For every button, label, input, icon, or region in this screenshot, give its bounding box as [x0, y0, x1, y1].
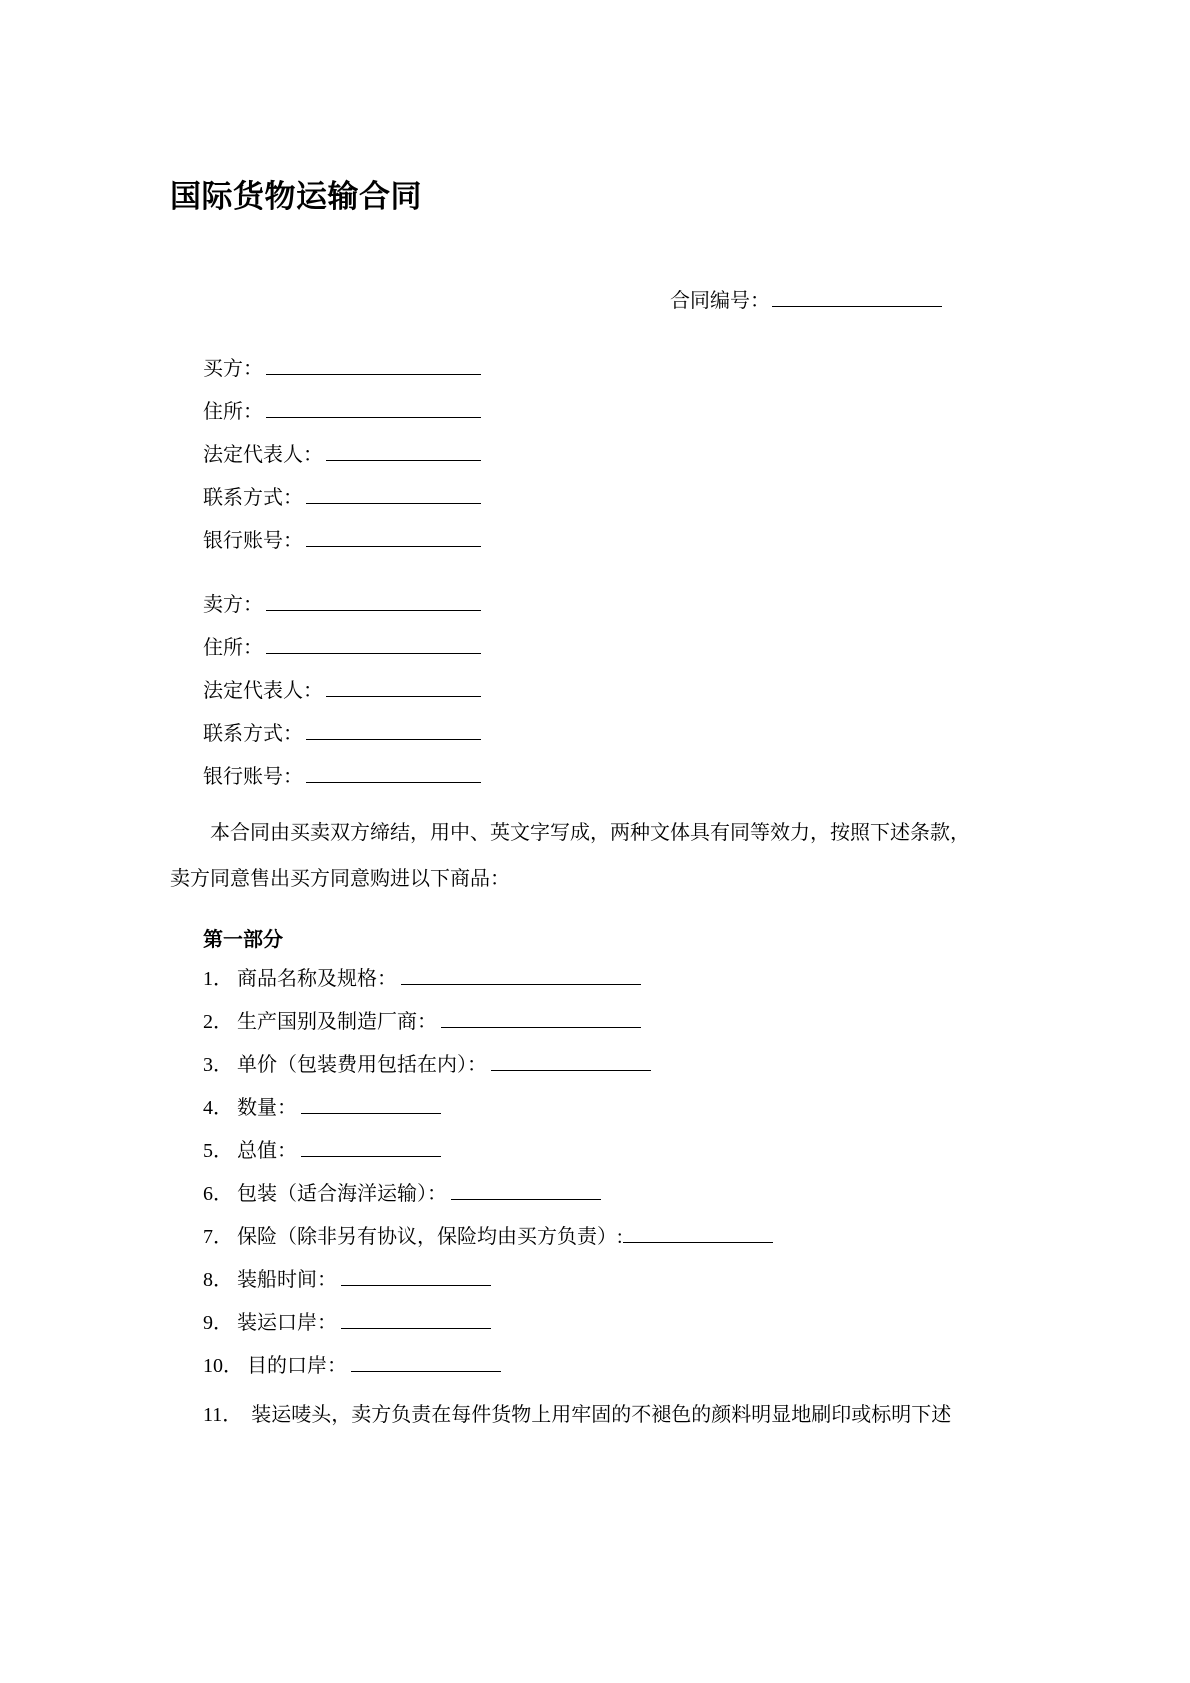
clause-number: 3．	[203, 1054, 233, 1076]
field-blank[interactable]	[266, 353, 481, 375]
clause-number: 4．	[203, 1097, 233, 1119]
clause-blank[interactable]	[301, 1092, 441, 1114]
field-label: 住所：	[203, 401, 263, 423]
field-label: 卖方：	[203, 594, 263, 616]
buyer-field-bank-account	[203, 524, 481, 567]
seller-field-name	[203, 588, 481, 631]
clause-blank[interactable]	[351, 1350, 501, 1372]
clause-blank[interactable]	[491, 1049, 651, 1071]
clause-number: 10．	[203, 1355, 243, 1377]
field-label: 法定代表人：	[203, 680, 323, 702]
clause-label: 装运唛头，卖方负责在每件货物上用牢固的不褪色的颜料明显地刷印或标明下述	[251, 1404, 952, 1426]
clause-number: 5．	[203, 1140, 233, 1162]
clause-label: 目的口岸：	[247, 1355, 347, 1377]
buyer-field-legal-representative	[203, 438, 481, 481]
clause-item	[203, 1263, 993, 1306]
buyer-field-name	[203, 352, 481, 395]
clause-blank[interactable]	[341, 1264, 491, 1286]
seller-field-bank-account	[203, 760, 481, 803]
clause-label: 包装（适合海洋运输）：	[237, 1183, 447, 1205]
seller-field-legal-representative	[203, 674, 481, 717]
preamble-paragraph: 本合同由买卖双方缔结，用中、英文字写成，两种文体具有同等效力，按照下述条款，卖方同意售出买方同意购进以下商品：	[170, 822, 970, 890]
field-label: 住所：	[203, 637, 263, 659]
clause-item	[203, 1220, 993, 1263]
clause-blank[interactable]	[623, 1221, 773, 1243]
clause-label: 生产国别及制造厂商：	[237, 1011, 437, 1033]
contract-number-blank[interactable]	[772, 286, 942, 307]
page-title: 国际货物运输合同	[170, 179, 422, 214]
clause-number: 6．	[203, 1183, 233, 1205]
field-blank[interactable]	[306, 761, 481, 783]
contract-number-label: 合同编号：	[670, 290, 770, 312]
field-blank[interactable]	[306, 482, 481, 504]
seller-field-contact	[203, 717, 481, 760]
clause-item	[203, 1048, 993, 1091]
clause-item	[203, 1392, 993, 1438]
field-blank[interactable]	[306, 525, 481, 547]
field-blank[interactable]	[266, 589, 481, 611]
field-blank[interactable]	[326, 675, 481, 697]
field-label: 联系方式：	[203, 487, 303, 509]
buyer-field-address	[203, 395, 481, 438]
clause-item	[203, 962, 993, 1005]
clause-blank[interactable]	[341, 1307, 491, 1329]
field-blank[interactable]	[266, 396, 481, 418]
field-label: 联系方式：	[203, 723, 303, 745]
clause-label: 单价（包装费用包括在内）：	[237, 1054, 487, 1076]
buyer-info-block	[203, 352, 481, 567]
clause-item	[203, 1306, 993, 1349]
section-heading-part-one: 第一部分	[203, 929, 283, 951]
clause-number: 8．	[203, 1269, 233, 1291]
clause-number: 2．	[203, 1011, 233, 1033]
seller-field-address	[203, 631, 481, 674]
clause-blank[interactable]	[441, 1006, 641, 1028]
clause-blank[interactable]	[401, 963, 641, 985]
clause-list	[203, 962, 993, 1438]
buyer-field-contact	[203, 481, 481, 524]
clause-item	[203, 1177, 993, 1220]
clause-item	[203, 1091, 993, 1134]
clause-number: 11．	[203, 1404, 243, 1426]
clause-label: 保险（除非另有协议，保险均由买方负责）:	[237, 1226, 623, 1248]
clause-item	[203, 1134, 993, 1177]
clause-item	[203, 1349, 993, 1392]
clause-label: 装船时间：	[237, 1269, 337, 1291]
seller-info-block	[203, 588, 481, 803]
field-label: 银行账号：	[203, 766, 303, 788]
clause-label: 总值：	[237, 1140, 297, 1162]
field-label: 银行账号：	[203, 530, 303, 552]
clause-label: 数量：	[237, 1097, 297, 1119]
field-label: 法定代表人：	[203, 444, 323, 466]
field-label: 买方：	[203, 358, 263, 380]
contract-number-row	[670, 284, 942, 313]
clause-number: 1．	[203, 968, 233, 990]
field-blank[interactable]	[326, 439, 481, 461]
clause-blank[interactable]	[301, 1135, 441, 1157]
field-blank[interactable]	[266, 632, 481, 654]
clause-blank[interactable]	[451, 1178, 601, 1200]
clause-number: 9．	[203, 1312, 233, 1334]
field-blank[interactable]	[306, 718, 481, 740]
clause-label: 装运口岸：	[237, 1312, 337, 1334]
clause-item	[203, 1005, 993, 1048]
clause-number: 7．	[203, 1226, 233, 1248]
clause-label: 商品名称及规格：	[237, 968, 397, 990]
